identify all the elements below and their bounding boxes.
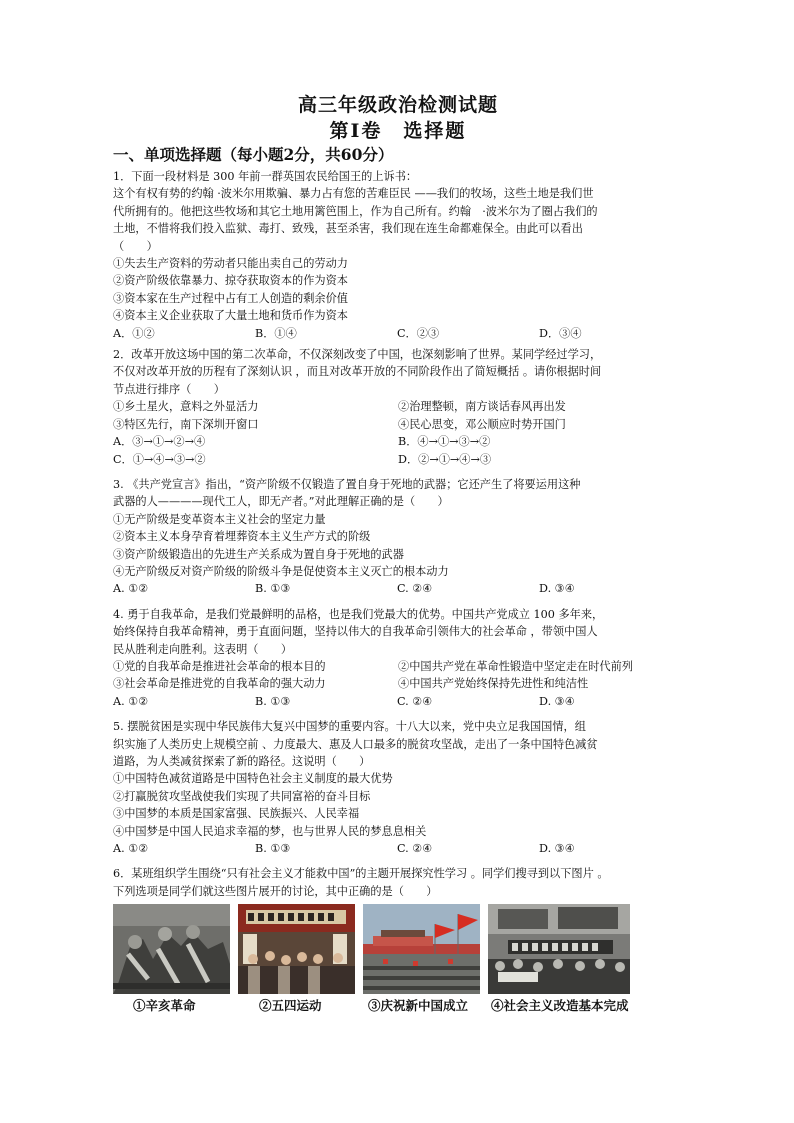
- answer-choice: A．③→①→②→④: [113, 435, 206, 449]
- answer-choice: C. ②④: [397, 582, 433, 596]
- question-text-line: 织实施了人类历史上规模空前 、力度最大、惠及人口最多的脱贫攻坚战，走出了一条中国特色减贫: [113, 737, 598, 751]
- option-statement: ③特区先行，南下深圳开窗口: [113, 417, 259, 431]
- option-statement: ②资本主义本身孕育着埋葬资本主义生产方式的阶级: [113, 530, 371, 544]
- option-row: [113, 658, 683, 675]
- option-statement: ②治理整顿，南方谈话春风再出发: [398, 400, 566, 414]
- tiananmen-celebration-photo: [363, 904, 480, 994]
- option-statement: ②资产阶级依靠暴力、掠夺获取资本的作为资本: [113, 274, 348, 288]
- question-text-line: 2．改革开放这场中国的第二次革命，不仅深刻改变了中国，也深刻影响了世界。某同学经过学习，: [113, 348, 602, 362]
- question-text-line: 5. 摆脱贫困是实现中华民族伟大复兴中国梦的重要内容。十八大以来，党中央立足我国国情，组: [113, 720, 586, 734]
- exam-page: [113, 92, 683, 1015]
- option-statement: ①中国特色减贫道路是中国特色社会主义制度的最大优势: [113, 772, 393, 786]
- photo-captions: [113, 997, 683, 1015]
- question-text-line: 武器的人————现代工人，即无产者。”对此理解正确的是（ ）: [113, 495, 449, 509]
- question-5: [113, 718, 683, 857]
- question-text-line: （ ）: [113, 239, 158, 253]
- question-text-line: 3. 《共产党宣言》指出，“资产阶级不仅锻造了置自身于死地的武器；它还产生了将要运用这种: [113, 477, 581, 491]
- option-statement: ③社会革命是推进党的自我革命的强大动力: [113, 677, 326, 691]
- may-fourth-crowd-photo: [238, 904, 355, 994]
- option-row: [113, 675, 683, 692]
- answer-choices: [113, 325, 683, 342]
- answer-choice: B. ①③: [255, 842, 291, 856]
- option-statement: ④资本主义企业获取了大量土地和货币作为资本: [113, 309, 348, 323]
- relief-sculpture-photo: [113, 904, 230, 994]
- answer-choice: A. ①②: [113, 842, 149, 856]
- option-statement: ①乡土星火，意料之外显活力: [113, 400, 259, 414]
- question-6: [113, 865, 683, 1015]
- question-4: [113, 606, 683, 710]
- answer-choice: C. ②④: [397, 694, 433, 708]
- question-2: [113, 346, 683, 468]
- option-statement: ②中国共产党在革命性锻造中坚定走在时代前列: [398, 659, 633, 673]
- photo-caption: ②五四运动: [259, 998, 322, 1014]
- question-text-line: 节点进行排序（ ）: [113, 382, 225, 396]
- question-1: [113, 168, 683, 342]
- answer-choice: D. ③④: [539, 842, 575, 856]
- option-statement: ④无产阶级反对资产阶级的阶级斗争是促使资本主义灭亡的根本动力: [113, 564, 449, 578]
- option-statement: ②打赢脱贫攻坚战使我们实现了共同富裕的奋斗目标: [113, 789, 371, 803]
- answer-choices: [113, 693, 683, 710]
- question-text-line: 民从胜利走向胜利。这表明（ ）: [113, 642, 293, 656]
- photo-caption: ③庆祝新中国成立: [368, 998, 469, 1014]
- question-text-line: 道路，为人类减贫探索了新的路径。这说明（ ）: [113, 755, 371, 768]
- answer-choice: A. ①②: [113, 582, 149, 596]
- question-3: [113, 476, 683, 598]
- answer-choices: [113, 451, 683, 468]
- answer-choice: A. ①②: [113, 694, 149, 708]
- option-statement: ④中国梦是中国人民追求幸福的梦，也与世界人民的梦息息相关: [113, 824, 427, 838]
- section-heading: 一、单项选择题（每小题2分，共60分）: [113, 145, 394, 164]
- option-statement: ①失去生产资料的劳动者只能出卖自己的劳动力: [113, 257, 348, 271]
- question-text-line: 土地，不惜将我们投入监狱、毒打、致残，甚至杀害，我们现在连生命都难保全。由此可以看出: [113, 222, 583, 236]
- answer-choice: D．③④: [539, 326, 582, 340]
- option-statement: ④民心思变，邓公顺应时势开国门: [398, 417, 566, 431]
- option-statement: ①党的自我革命是推进社会革命的根本目的: [113, 659, 326, 673]
- option-row: [113, 416, 683, 433]
- answer-choice: D. ③④: [539, 582, 575, 596]
- question-text-line: 这个有权有势的约翰 ·波米尔用欺骗、暴力占有您的苦难臣民 ——我们的牧场，这些土地是我们世: [113, 187, 594, 201]
- question-text-line: 1．下面一段材料是 300 年前一群英国农民给国王的上诉书：: [113, 170, 418, 183]
- page-subtitle: 第Ⅰ卷 选择题: [329, 120, 467, 142]
- answer-choices: [113, 580, 683, 597]
- option-statement: ③资本家在生产过程中占有工人创造的剩余价值: [113, 291, 348, 305]
- photo-row: [113, 904, 683, 994]
- question-text-line: 代所拥有的。他把这些牧场和其它土地用篱笆围上，作为自己所有。约翰 ·波米尔为了圈占我们的: [113, 204, 598, 218]
- option-statement: ③资产阶级锻造出的先进生产关系成为置自身于死地的武器: [113, 547, 404, 561]
- answer-choice: B. ①③: [255, 694, 291, 708]
- photo-caption: ④社会主义改造基本完成: [491, 998, 629, 1014]
- question-text-line: 下列选项是同学们就这些图片展开的讨论，其中正确的是（ ）: [113, 884, 438, 898]
- answer-choice: D．②→①→④→③: [398, 452, 492, 466]
- answer-choice: B. ①③: [255, 582, 291, 596]
- option-statement: ④中国共产党始终保持先进性和纯洁性: [398, 677, 589, 691]
- question-text-line: 不仅对改革开放的历程有了深刻认识 ，而且对改革开放的不同阶段作出了简短概括 。请你根据时间: [113, 365, 602, 379]
- option-row: [113, 398, 683, 415]
- photo-caption: ①辛亥革命: [133, 998, 196, 1014]
- answer-choices: [113, 840, 683, 857]
- page-title: 高三年级政治检测试题: [297, 94, 498, 116]
- answer-choice: D. ③④: [539, 694, 575, 708]
- answer-choice: A．①②: [113, 326, 155, 340]
- answer-choice: B．①④: [255, 326, 297, 340]
- answer-choice: C．①→④→③→②: [113, 452, 206, 466]
- answer-choice: B．④→①→③→②: [398, 435, 491, 449]
- question-text-line: 6．某班组织学生围绕“只有社会主义才能救中国”的主题开展探究性学习 。同学们搜寻到以下图片 。: [113, 867, 609, 881]
- question-text-line: 4. 勇于自我革命，是我们党最鲜明的品格，也是我们党最大的优势。中国共产党成立 100 多年来，: [113, 607, 604, 621]
- option-statement: ③中国梦的本质是国家富强、民族振兴、人民幸福: [113, 807, 360, 821]
- answer-choices: [113, 433, 683, 450]
- answer-choice: C. ②④: [397, 842, 433, 856]
- question-text-line: 始终保持自我革命精神，勇于直面问题，坚持以伟大的自我革命引领伟大的社会革命 ，带领中国人: [113, 625, 598, 639]
- answer-choice: C．②③: [397, 326, 440, 340]
- socialist-transformation-photo: [488, 904, 630, 994]
- option-statement: ①无产阶级是变革资本主义社会的坚定力量: [113, 512, 326, 526]
